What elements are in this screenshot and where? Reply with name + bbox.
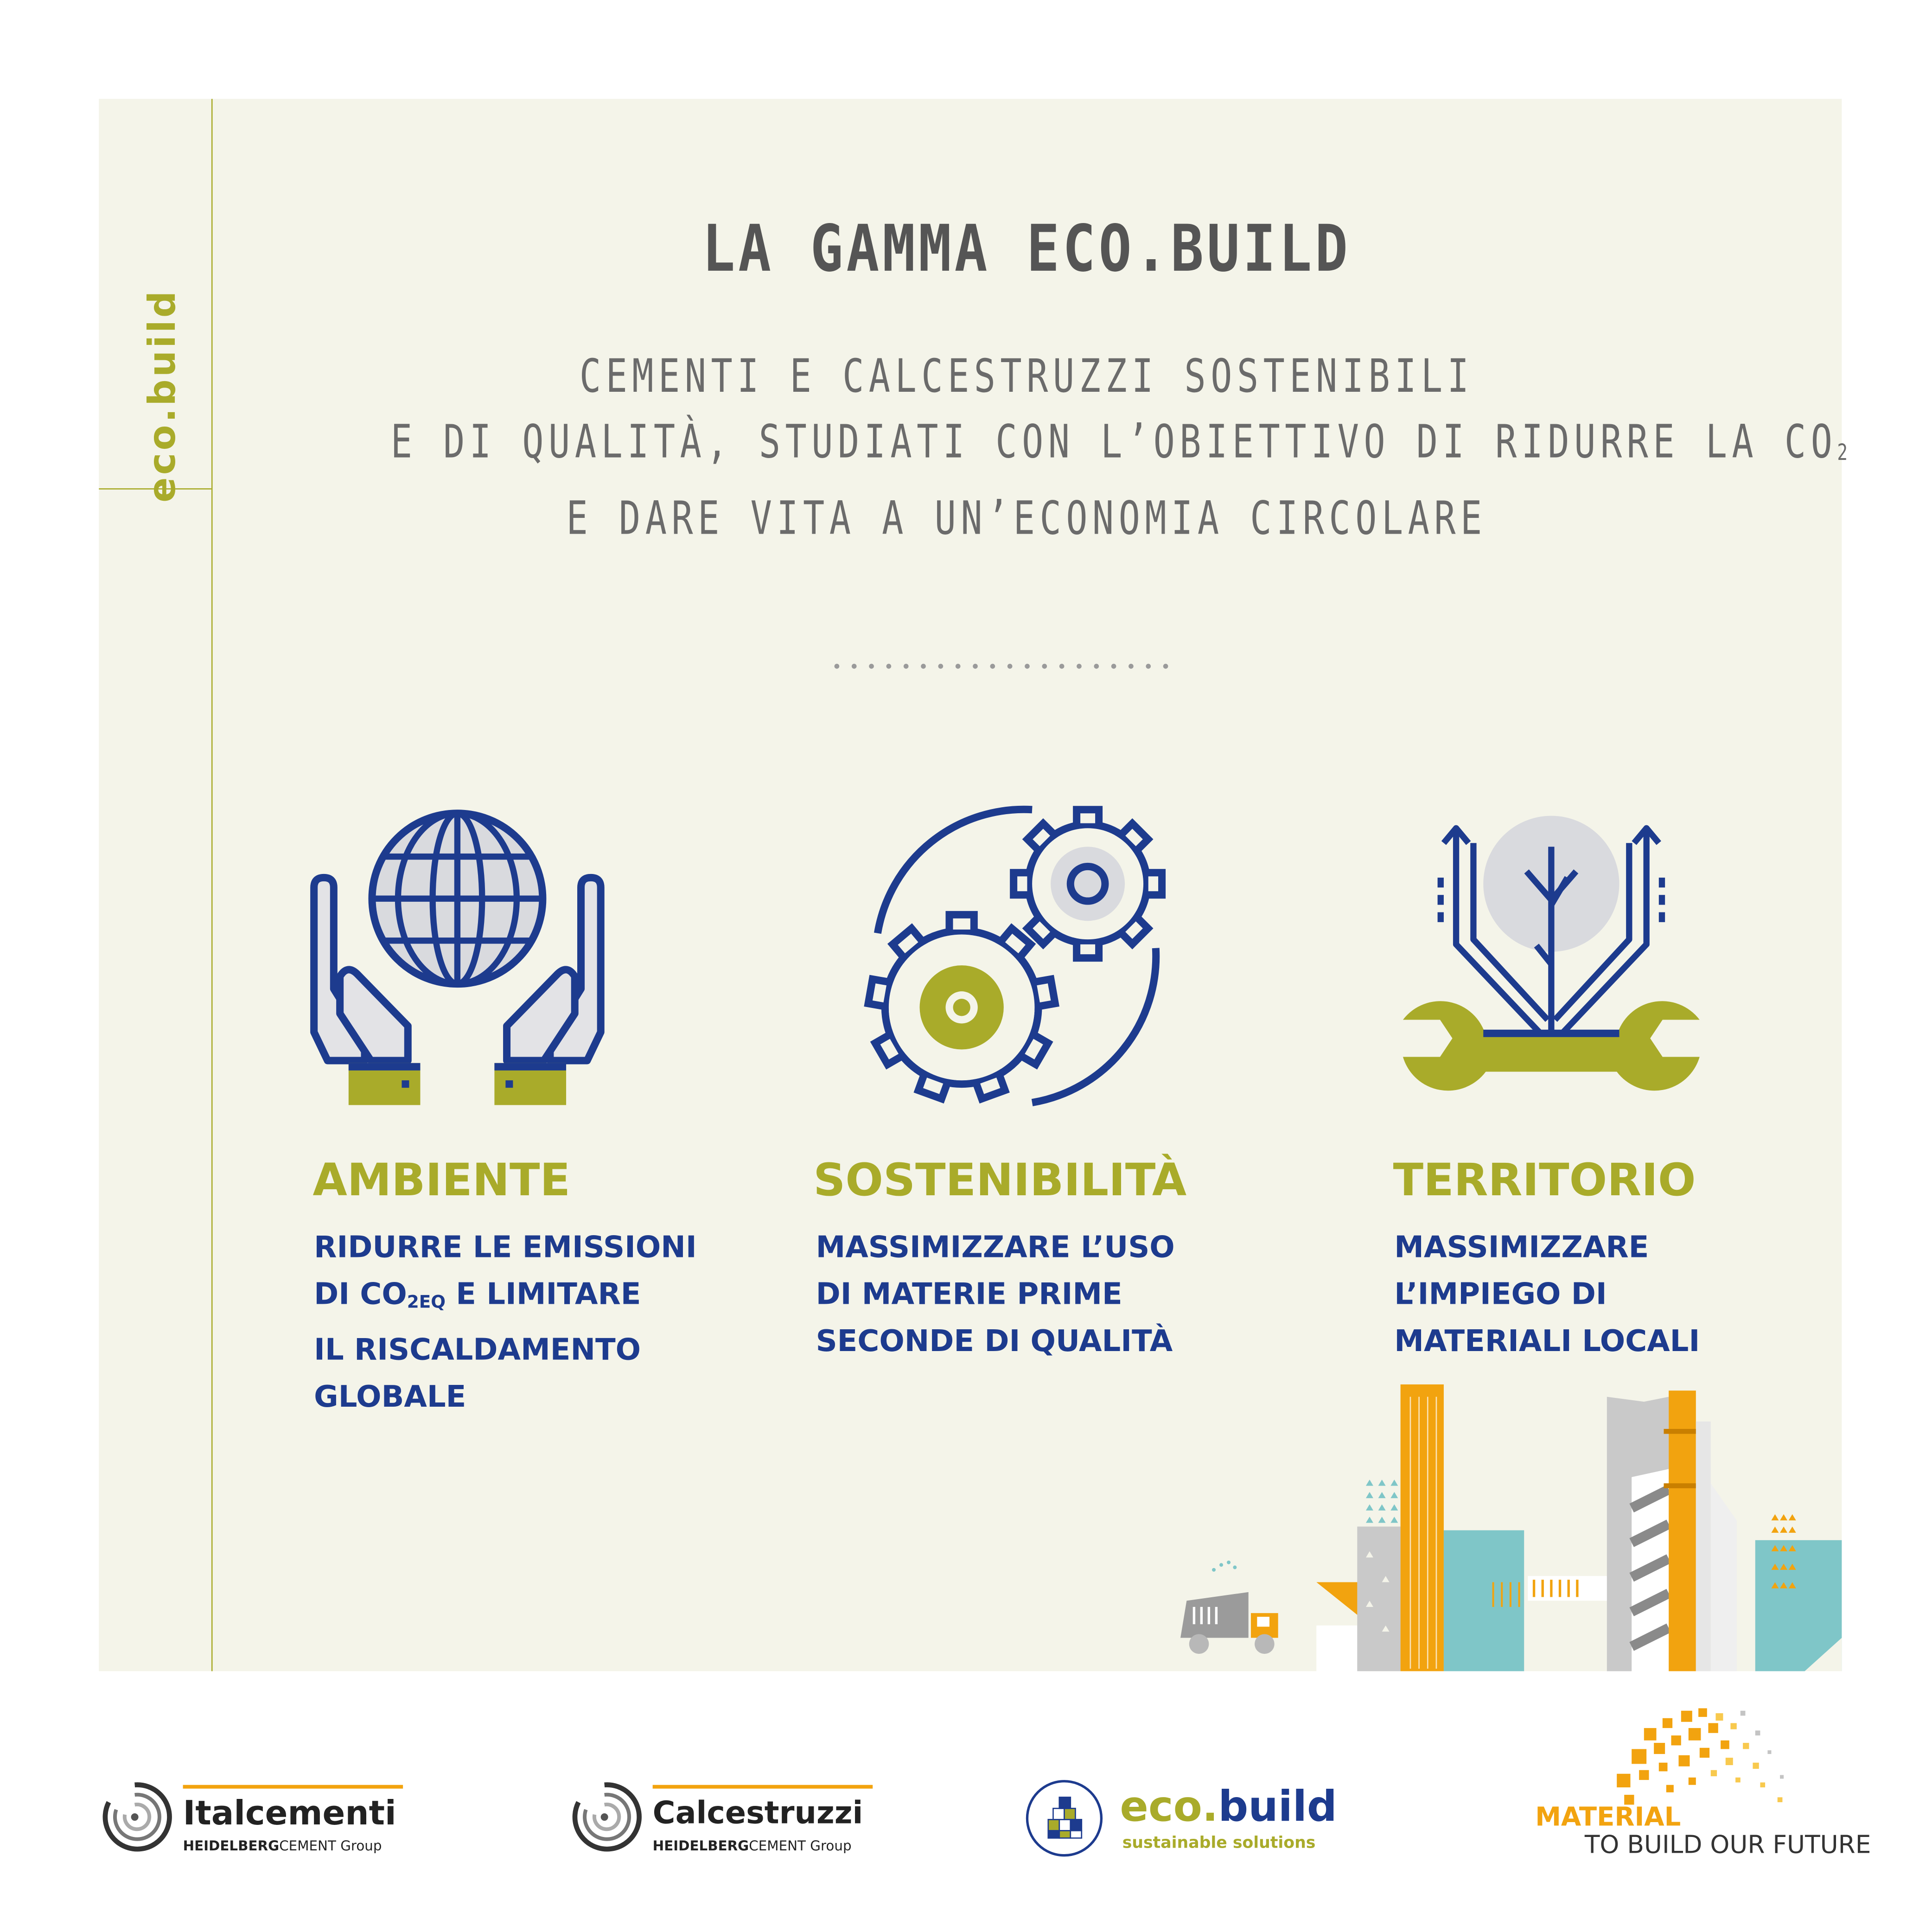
industrial-city-illustration xyxy=(1162,1384,1842,1671)
page-title: LA GAMMA ECO.BUILD xyxy=(702,212,1351,287)
hands-globe-icon xyxy=(303,803,612,1113)
group-rest: CEMENT Group xyxy=(279,1838,382,1855)
group-bold: HEIDELBERG xyxy=(652,1838,749,1855)
spiral-icon xyxy=(99,1778,171,1859)
ecobuild-tagline: sustainable solutions xyxy=(1122,1834,1316,1853)
page-subtitle xyxy=(390,344,1848,551)
desc-line: GLOBALE xyxy=(314,1379,466,1414)
group-rest: CEMENT Group xyxy=(749,1838,852,1855)
build-word: build xyxy=(1218,1782,1337,1832)
logo-rule xyxy=(653,1785,873,1789)
desc-line: MASSIMIZZARE xyxy=(1394,1230,1649,1265)
desc-line: L’IMPIEGO DI xyxy=(1394,1277,1607,1312)
subtitle-line-3: E DARE VITA A UN’ECONOMIA CIRCOLARE xyxy=(566,492,1487,545)
desc-line-part: E LIMITARE xyxy=(445,1277,641,1312)
dotted-divider xyxy=(835,653,1205,660)
desc-line-part: DI CO xyxy=(314,1277,407,1312)
material-logo xyxy=(1533,1706,1871,1860)
pillar-desc-sostenibilita xyxy=(816,1224,1175,1365)
calcestruzzi-logo xyxy=(568,1778,902,1864)
desc-line: MASSIMIZZARE L’USO xyxy=(816,1230,1175,1265)
side-divider xyxy=(211,99,213,1671)
material-tagline: TO BUILD OUR FUTURE xyxy=(1584,1829,1871,1859)
eco-word: eco. xyxy=(1120,1782,1218,1832)
desc-line: RIDURRE LE EMISSIONI xyxy=(314,1230,697,1265)
desc-line: SECONDE DI QUALITÀ xyxy=(816,1324,1173,1358)
calcestruzzi-group xyxy=(653,1838,852,1854)
material-word: MATERIAL xyxy=(1535,1802,1681,1832)
truck-icon xyxy=(1180,1561,1278,1654)
content-panel xyxy=(99,99,1848,1671)
pillar-desc-ambiente xyxy=(314,1224,696,1420)
pillar-heading-territorio: TERRITORIO xyxy=(1393,1155,1696,1207)
italcementi-name: Italcementi xyxy=(183,1795,396,1833)
ecobuild-name xyxy=(1120,1782,1337,1832)
logo-rule xyxy=(183,1785,403,1789)
pillar-desc-territorio xyxy=(1394,1224,1700,1365)
gears-cycle-icon xyxy=(853,797,1187,1113)
desc-line xyxy=(314,1271,696,1326)
cubes-icon xyxy=(1023,1778,1105,1859)
subtitle-line-2 xyxy=(390,409,1848,485)
italcementi-logo xyxy=(99,1778,420,1864)
group-bold: HEIDELBERG xyxy=(183,1838,280,1855)
desc-line: DI MATERIE PRIME xyxy=(816,1277,1122,1312)
ecobuild-logo xyxy=(1023,1778,1369,1864)
spiral-icon xyxy=(568,1778,640,1859)
italcementi-group xyxy=(183,1838,382,1854)
side-label: eco.build xyxy=(141,288,185,503)
subtitle-line-2-text: E DI QUALITÀ, STUDIATI CON L’OBIETTIVO DI RIDURRE LA CO xyxy=(390,415,1837,469)
calcestruzzi-name: Calcestruzzi xyxy=(652,1795,863,1831)
pixel-globe-icon xyxy=(1607,1706,1792,1817)
desc-line: IL RISCALDAMENTO xyxy=(314,1332,641,1367)
desc-line: MATERIALI LOCALI xyxy=(1394,1324,1700,1358)
co2eq-subscript: 2EQ xyxy=(407,1293,446,1313)
tree-wrench-icon xyxy=(1397,816,1706,1113)
pillar-heading-ambiente: AMBIENTE xyxy=(312,1155,571,1207)
subtitle-line-1: CEMENTI E CALCESTRUZZI SOSTENIBILI xyxy=(579,350,1474,403)
pillar-heading-sostenibilita: SOSTENIBILITÀ xyxy=(813,1155,1187,1207)
co2-subscript: 2 xyxy=(1837,440,1848,466)
